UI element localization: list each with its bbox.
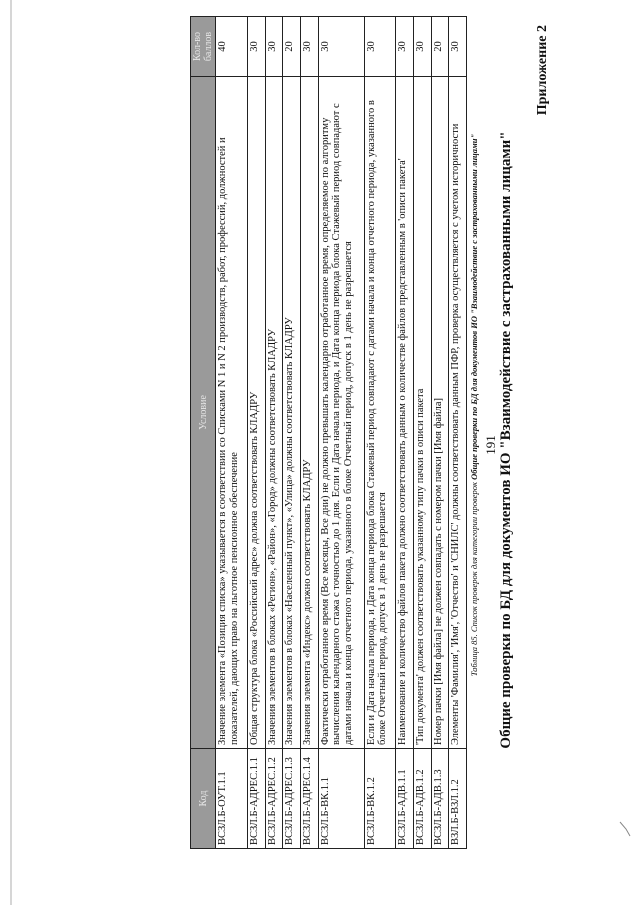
- cell-code: ВСЗЛ.Б-АДРЕС.1.4: [301, 749, 319, 849]
- cell-condition: Элементы 'Фамилия', 'Имя', 'Отчество' и 'СНИЛС' должны соответствовать данным ПФР, проверка осуществляется с учетом историчности: [449, 77, 467, 749]
- cell-points: 30: [265, 17, 283, 77]
- cell-points: 30: [301, 17, 319, 77]
- page-number: 191: [483, 435, 498, 455]
- cell-code: ВСЗЛ.Б-АДВ.1.3: [431, 749, 449, 849]
- cell-code: ВСЗЛ.Б-АДРЕС.1.3: [283, 749, 301, 849]
- cell-code: ВСЗЛ.Б-АДРЕС.1.1: [248, 749, 266, 849]
- cell-points: 30: [318, 17, 364, 77]
- cell-condition: Значение элемента «Позиция списка» указывается в соответствии со Списками N 1 и N 2 производств, работ, профессий, должностей и показателей, дающих право на льготное пенсионное обеспечение: [216, 77, 248, 749]
- cell-points: 30: [248, 17, 266, 77]
- table-row: [364, 17, 396, 849]
- header-condition: Условие: [191, 77, 216, 749]
- cell-points: 30: [396, 17, 414, 77]
- table-header-row: [191, 17, 216, 849]
- table-row: [396, 17, 414, 849]
- caption-bold: Общие проверки по БД для документов ИО "Взаимодействие с застрахованными лицами": [469, 133, 479, 480]
- cell-points: 40: [216, 17, 248, 77]
- cell-condition: Фактически отработанное время (Все месяцы, Все дни) не должно превышать календарно отработанное время, определяемое по алгоритму вычисления календарного стажа с точностью до 1 дня. Если и Дата начала периода, и Дата конца периода блока Стажевый период совпадают с датами начала и конца отчетного периода, указанного в блоке Отчетный период, допуск в 1 день не разрешается: [318, 77, 364, 749]
- table-row: [216, 17, 248, 849]
- table-row: [449, 17, 467, 849]
- cell-condition: Значения элементов в блоках «Населенный пункт», «Улица» должны соответствовать КЛАДРУ: [283, 77, 301, 749]
- cell-points: 20: [283, 17, 301, 77]
- cell-code: ВСЗЛ.Б-ВК.1.2: [364, 749, 396, 849]
- table-row: [283, 17, 301, 849]
- table-row: [265, 17, 283, 849]
- table-row: [431, 17, 449, 849]
- cell-condition: Если и Дата начала периода, и Дата конца периода блока Стажевый период совпадают с датами начала и конца отчетного периода, указанного в блоке Отчетный период, допуск в 1 день не разрешается: [364, 77, 396, 749]
- cell-code: ВСЗЛ.Б-АДВ.1.1: [396, 749, 414, 849]
- caption-prefix: Таблица 85. Список проверок для категории проверок: [469, 479, 479, 677]
- cell-code: ВСЗЛ.Б-ВК.1.1: [318, 749, 364, 849]
- rotated-page: [25, 15, 625, 885]
- cell-points: 30: [364, 17, 396, 77]
- document-title: Общие проверки по БД для документов ИО "Взаимодействие с застрахованными лицами": [498, 131, 514, 749]
- cell-code: ВСЗЛ.Б-АДВ.1.2: [413, 749, 431, 849]
- checks-table: [190, 16, 467, 849]
- header-code: Код: [191, 749, 216, 849]
- table-row: [248, 17, 266, 849]
- cell-points: 30: [449, 17, 467, 77]
- cell-condition: Общая структура блока «Российский адрес» должна соответствовать КЛАДРУ: [248, 77, 266, 749]
- cell-condition: Номер пачки [Имя файла] не должен совпадать с номером пачки [Имя файла]: [431, 77, 449, 749]
- scan-left-edge: [10, 0, 12, 905]
- cell-condition: Значения элементов в блоках «Регион», «Район», «Город» должны соответствовать КЛАДРУ: [265, 77, 283, 749]
- cell-condition: 'Тип документа' должен соответствовать указанному типу пачки в описи пакета: [413, 77, 431, 749]
- header-points: Кол-во баллов: [191, 17, 216, 77]
- cell-code: ВСЗЛ.Б-ОУТ.1.1: [216, 749, 248, 849]
- table-row: [318, 17, 364, 849]
- cell-condition: Наименование и количество файлов пакета должно соответствовать данным о количестве файлов представленным в 'описи пакета': [396, 77, 414, 749]
- cell-code: ВСЗЛ.Б-АДРЕС.1.2: [265, 749, 283, 849]
- table-caption: [469, 45, 479, 765]
- cell-code: ВЗЛ.Б-ВЗЛ.1.2: [449, 749, 467, 849]
- table-row: [301, 17, 319, 849]
- table-row: [413, 17, 431, 849]
- scan-mark-icon: [618, 820, 632, 838]
- cell-condition: Значения элемента «Индекс» должно соответствовать КЛАДРУ: [301, 77, 319, 749]
- cell-points: 30: [413, 17, 431, 77]
- appendix-label: Приложение 2: [535, 25, 550, 116]
- cell-points: 20: [431, 17, 449, 77]
